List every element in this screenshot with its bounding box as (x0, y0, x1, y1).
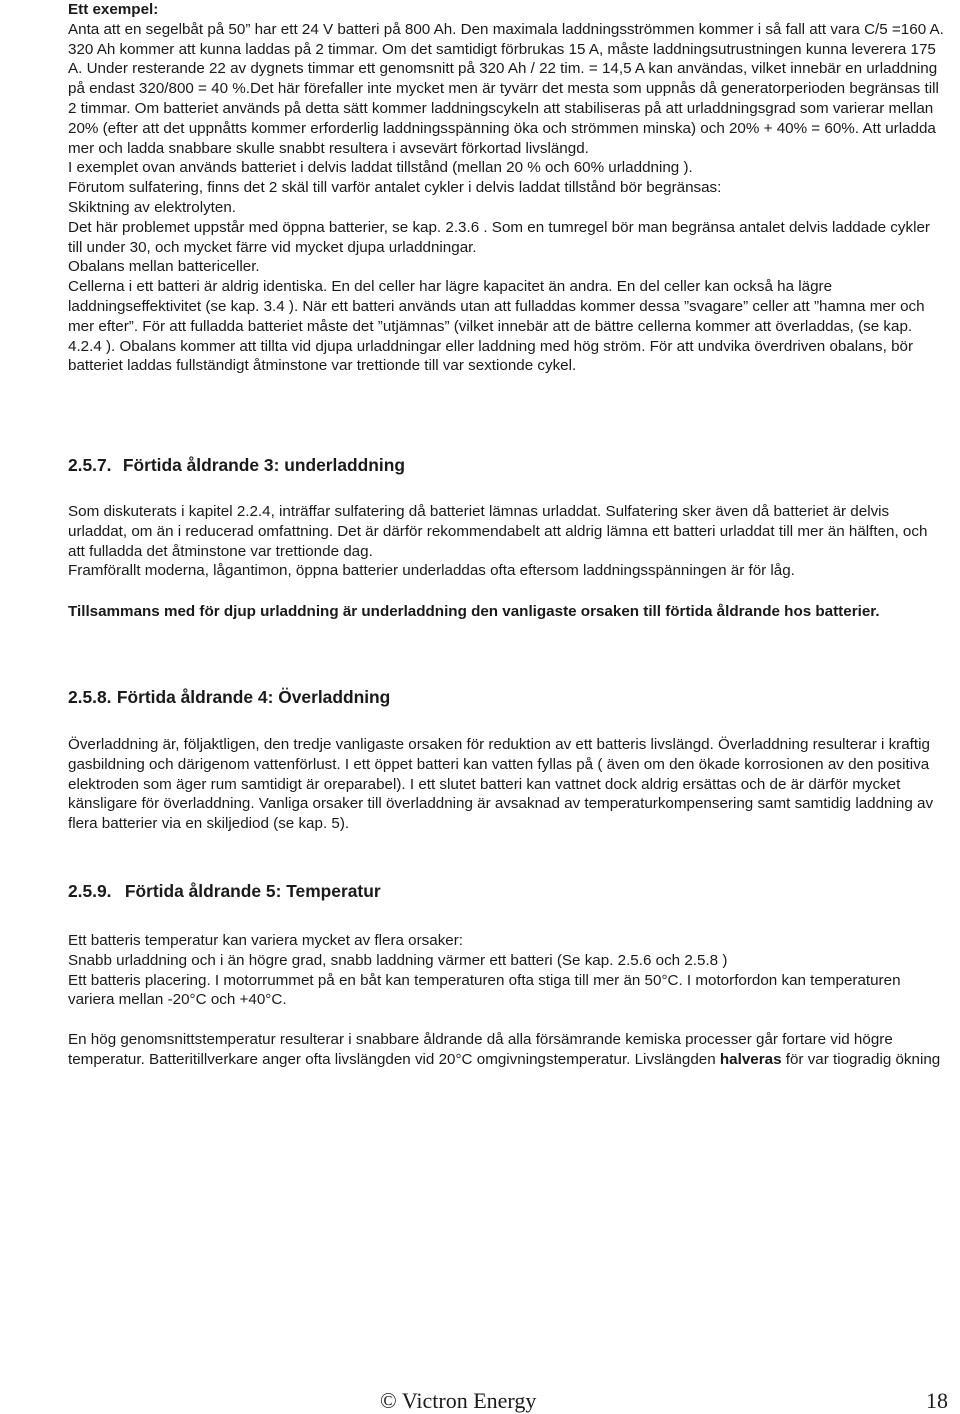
section-title: Förtida åldrande 3: underladdning (122, 455, 405, 475)
reason-stratification-title: Skiktning av elektrolyten. (68, 198, 236, 216)
undercharge-note: Framförallt moderna, lågantimon, öppna batterier underladdas ofta eftersom laddningsspänningen är för låg. (68, 562, 795, 580)
temperature-text-pre: En hög genomsnittstemperatur resulterar i snabbare åldrande då alla försämrande kemiska processer går fortare vid högre temperatur. Batteritillverkare anger ofta livslängden vid 20°C omgivningstemperatur. Livslängden (68, 1031, 893, 1068)
section-heading-258 (68, 686, 390, 708)
reason-stratification-text: Det här problemet uppstår med öppna batterier, se kap. 2.3.6 . Som en tumregel bör man begränsa antalet delvis laddade cykler till under 30, och mycket färre vid mycket djupa urladdningar. (68, 218, 930, 256)
undercharge-paragraph: Som diskuterats i kapitel 2.2.4, inträffar sulfatering då batteriet lämnas urladdat. Sulfatering sker även då batteriet är delvis urladdat, om än i reducerad omfattning. Det är därför rekommendabelt att aldrig lämna ett batteri urladdat till mer än hälften, och att fulladda det åtminstone var trettionde dag. (68, 503, 928, 560)
section-number: 2.5.9. (68, 881, 112, 901)
section-number: 2.5.7. (68, 455, 112, 475)
temperature-cause-placement: Ett batteris placering. I motorrummet på en båt kan temperaturen ofta stiga till mer än 50°C. I motorfordon kan temperaturen variera mellan -20°C och +40°C. (68, 971, 901, 1009)
partial-charge-note: I exemplet ovan används batteriet i delvis laddat tillstånd (mellan 20 % och 60% urladdning ). (68, 159, 693, 177)
reasons-intro: Förutom sulfatering, finns det 2 skäl till varför antalet cykler i delvis laddat tillstånd bör begränsas: (68, 179, 722, 197)
section-body-257 (68, 502, 948, 581)
example-paragraph: Anta att en segelbåt på 50” har ett 24 V batteri på 800 Ah. Den maximala laddningsströmmen kommer i så fall att vara C/5 =160 A. 320 Ah kommer att kunna laddas på 2 timmar. Om det samtidigt förbrukas 15 A, måste laddningsutrustningen kunna leverera 175 A. Under resterande 22 av dygnets timmar ett genomsnitt på 320 Ah / 22 tim. = 14,5 A kan användas, vilket innebär en urladdning på endast 320/800 = 40 %.Det här förefaller inte mycket men är tyvärr det mesta som uppnås då generatorperioden begränsas till 2 timmar. Om batteriet används på detta sätt kommer laddningscykeln att stabiliseras på att urladdningsgrad som varierar mellan 20% (efter att det uppnåtts kommer erforderlig laddningsspänning öka och strömmen minska) och 20% + 40% = 60%. Att urladda mer och ladda snabbare skulle snabbt resultera i avsevärt förkortad livslängd. (68, 20, 944, 157)
section-title: Förtida åldrande 5: Temperatur (124, 881, 381, 901)
reason-imbalance-text: Cellerna i ett batteri är aldrig identiska. En del celler har lägre kapacitet än andra. En del celler kan också ha lägre laddningseffektivitet (se kap. 3.4 ). När ett batteri används utan att fulladdas kommer dessa ”svagare” celler att ”hamna mer och mer efter”. För att fulladda batteriet måste det ”utjämnas” (vilket innebär att de bättre cellerna kommer att överladdas, (se kap. 4.2.4 ). Obalans kommer att tillta vid djupa urladdningar eller laddning med hög ström. För att undvika överdriven obalans, bör batteriet laddas fullständigt åtminstone var trettionde till var sextionde cykel. (68, 278, 925, 375)
temperature-conclusion (68, 1030, 948, 1070)
section-body-259 (68, 931, 948, 1010)
reason-imbalance-title: Obalans mellan battericeller. (68, 258, 260, 276)
intro-section (68, 0, 948, 376)
overcharge-paragraph: Överladdning är, följaktligen, den tredje vanligaste orsaken för reduktion av ett batteris livslängd. Överladdning resulterar i kraftig gasbildning och därigenom vattenförlust. I ett öppet batteri kan vatten fyllas på ( även om den ökade korrosionen av den positiva elektroden som äger rum samtidigt är oreparabel). I ett slutet batteri kan vattnet dock aldrig ersättas och de är därför mycket känsligare för överladdning. Vanliga orsaker till överladdning är avsaknad av temperaturkompensering samt samtidig laddning av flera batterier via en skiljediod (se kap. 5). (68, 736, 934, 833)
footer-page-number: 18 (926, 1388, 948, 1413)
example-label: Ett exempel: (68, 1, 159, 18)
section-number: 2.5.8. (68, 687, 112, 707)
temperature-text-post: för var tiogradig ökning (781, 1050, 941, 1068)
temperature-intro: Ett batteris temperatur kan variera mycket av flera orsaker: (68, 932, 464, 949)
temperature-cause-charging: Snabb urladdning och i än högre grad, snabb laddning värmer ett batteri (Se kap. 2.5.6 och 2.5.8 ) (68, 951, 728, 969)
section-heading-259 (68, 880, 381, 902)
temperature-text-bold: halveras (719, 1050, 782, 1068)
section-body-258 (68, 735, 948, 834)
temperature-paragraph (68, 1030, 948, 1070)
footer-copyright: © Victron Energy (380, 1388, 537, 1413)
section-title: Förtida åldrande 4: Överladdning (116, 687, 391, 707)
section-heading-257 (68, 454, 405, 476)
undercharge-conclusion: Tillsammans med för djup urladdning är underladdning den vanligaste orsaken till förtida åldrande hos batterier. (68, 603, 880, 620)
